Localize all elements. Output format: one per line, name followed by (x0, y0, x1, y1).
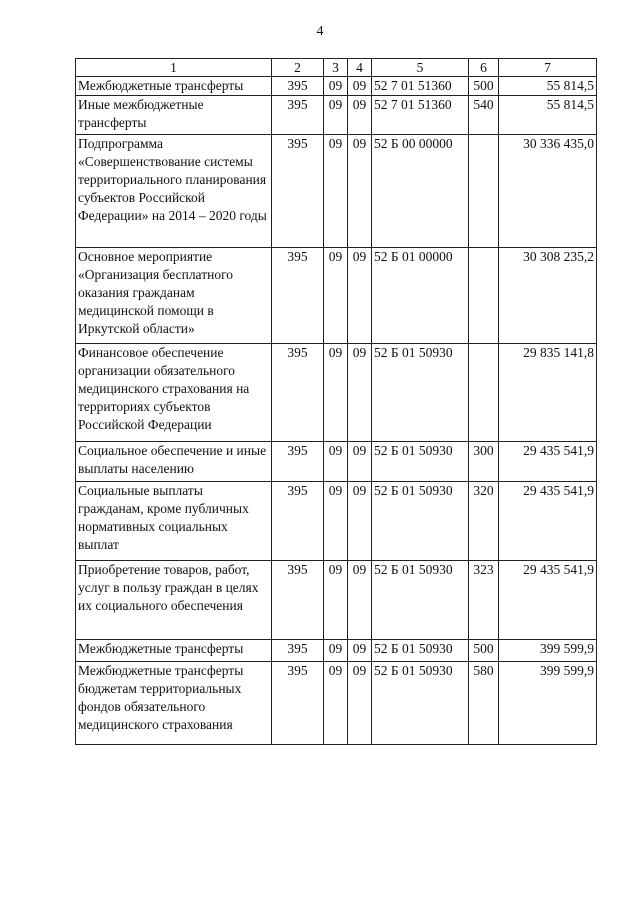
amount: 29 435 541,9 (499, 561, 597, 640)
section-code: 09 (324, 561, 348, 640)
item-name: Приобретение товаров, работ, услуг в пользу граждан в целях их социального обеспечения (76, 561, 272, 640)
grbs-code: 395 (272, 77, 324, 96)
item-name: Финансовое обеспечение организации обязательного медицинского страхования на территориях субъектов Российской Федерации (76, 344, 272, 442)
item-name: Межбюджетные трансферты бюджетам территориальных фондов обязательного медицинского страхования (76, 662, 272, 745)
expense-type-code: 580 (469, 662, 499, 745)
section-code: 09 (324, 96, 348, 135)
expense-type-code: 540 (469, 96, 499, 135)
grbs-code: 395 (272, 135, 324, 248)
header-cell: 2 (272, 59, 324, 77)
section-code: 09 (324, 662, 348, 745)
subsection-code: 09 (348, 248, 372, 344)
table-row (76, 248, 597, 344)
subsection-code: 09 (348, 561, 372, 640)
subsection-code: 09 (348, 482, 372, 561)
expense-type-code (469, 135, 499, 248)
grbs-code: 395 (272, 344, 324, 442)
expense-type-code: 300 (469, 442, 499, 482)
subsection-code: 09 (348, 662, 372, 745)
grbs-code: 395 (272, 442, 324, 482)
header-cell: 4 (348, 59, 372, 77)
header-cell: 5 (372, 59, 469, 77)
target-article-code: 52 Б 01 50930 (372, 561, 469, 640)
subsection-code: 09 (348, 77, 372, 96)
expense-type-code (469, 344, 499, 442)
amount: 29 435 541,9 (499, 482, 597, 561)
section-code: 09 (324, 344, 348, 442)
target-article-code: 52 7 01 51360 (372, 77, 469, 96)
target-article-code: 52 Б 01 50930 (372, 344, 469, 442)
target-article-code: 52 Б 01 50930 (372, 640, 469, 662)
header-row (76, 59, 597, 77)
target-article-code: 52 Б 00 00000 (372, 135, 469, 248)
expense-type-code (469, 248, 499, 344)
amount: 399 599,9 (499, 640, 597, 662)
target-article-code: 52 7 01 51360 (372, 96, 469, 135)
table-row (76, 344, 597, 442)
subsection-code: 09 (348, 442, 372, 482)
table-row (76, 442, 597, 482)
amount: 30 336 435,0 (499, 135, 597, 248)
section-code: 09 (324, 77, 348, 96)
subsection-code: 09 (348, 344, 372, 442)
grbs-code: 395 (272, 640, 324, 662)
expense-type-code: 500 (469, 640, 499, 662)
item-name: Межбюджетные трансферты (76, 640, 272, 662)
table-row (76, 662, 597, 745)
page-number: 4 (316, 24, 324, 39)
subsection-code: 09 (348, 135, 372, 248)
table-row (76, 482, 597, 561)
section-code: 09 (324, 442, 348, 482)
target-article-code: 52 Б 01 50930 (372, 442, 469, 482)
header-cell: 6 (469, 59, 499, 77)
grbs-code: 395 (272, 248, 324, 344)
table-row (76, 135, 597, 248)
table-row (76, 77, 597, 96)
subsection-code: 09 (348, 640, 372, 662)
item-name: Основное мероприятие «Организация бесплатного оказания гражданам медицинской помощи в Иркутской области» (76, 248, 272, 344)
budget-table (75, 58, 597, 745)
item-name: Социальные выплаты гражданам, кроме публичных нормативных социальных выплат (76, 482, 272, 561)
amount: 399 599,9 (499, 662, 597, 745)
table-row (76, 640, 597, 662)
grbs-code: 395 (272, 561, 324, 640)
header-cell: 3 (324, 59, 348, 77)
subsection-code: 09 (348, 96, 372, 135)
table-row (76, 96, 597, 135)
amount: 29 835 141,8 (499, 344, 597, 442)
amount: 30 308 235,2 (499, 248, 597, 344)
table-row (76, 561, 597, 640)
amount: 29 435 541,9 (499, 442, 597, 482)
expense-type-code: 500 (469, 77, 499, 96)
target-article-code: 52 Б 01 50930 (372, 482, 469, 561)
section-code: 09 (324, 248, 348, 344)
item-name: Социальное обеспечение и иные выплаты населению (76, 442, 272, 482)
expense-type-code: 320 (469, 482, 499, 561)
grbs-code: 395 (272, 482, 324, 561)
grbs-code: 395 (272, 96, 324, 135)
target-article-code: 52 Б 01 50930 (372, 662, 469, 745)
section-code: 09 (324, 640, 348, 662)
grbs-code: 395 (272, 662, 324, 745)
header-cell: 1 (76, 59, 272, 77)
amount: 55 814,5 (499, 77, 597, 96)
section-code: 09 (324, 135, 348, 248)
section-code: 09 (324, 482, 348, 561)
header-cell: 7 (499, 59, 597, 77)
amount: 55 814,5 (499, 96, 597, 135)
item-name: Межбюджетные трансферты (76, 77, 272, 96)
item-name: Подпрограмма «Совершенствование системы территориального планирования субъектов Российской Федерации» на 2014 – 2020 годы (76, 135, 272, 248)
target-article-code: 52 Б 01 00000 (372, 248, 469, 344)
expense-type-code: 323 (469, 561, 499, 640)
item-name: Иные межбюджетные трансферты (76, 96, 272, 135)
